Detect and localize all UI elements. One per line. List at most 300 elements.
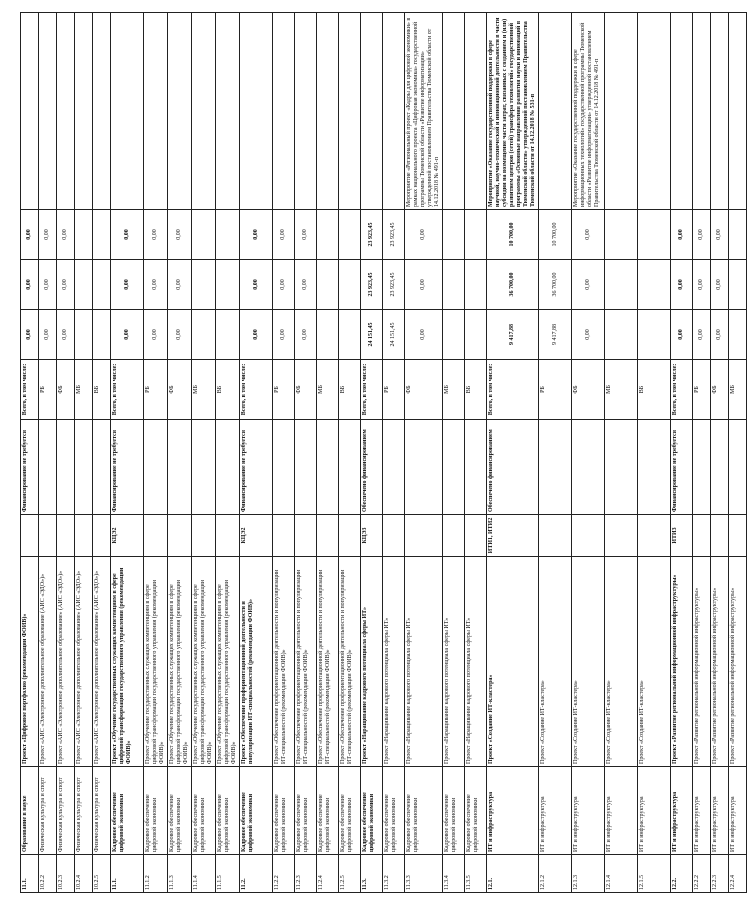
note-cell: Мероприятие «Оказание государственной поддержки в сфере научной, научно-технической и инновационной деятельности в части субсидии на возмещение части затрат, связанных с созданием и (или) развитием центров (сетей) трансфера технологий» государственной программы «Основные направления развития науки и инноваций в Тюменской области» утвержденной постановлением Правительства Тюменской области от 14.12.2018 № 531-п — [487, 13, 539, 210]
indicator-code-cell: КЦЭ2 — [240, 515, 273, 557]
value-2019-cell: 24 151,45 — [361, 310, 383, 360]
project-name-cell: Проект «Развитие региональной информационной инфраструктуры» — [671, 557, 693, 767]
project-name-cell: Проект «Обеспечение профориентационной деятельности и популяризации ИТ-специальностей (рекомендации ФОИВ)» — [339, 557, 361, 767]
note-cell — [605, 13, 638, 210]
section-name-cell: Кадровое обеспечение цифровой экономики — [361, 767, 383, 855]
indicator-code-cell — [383, 515, 405, 557]
indicator-code-cell — [168, 515, 192, 557]
indicator-code-cell — [405, 515, 443, 557]
value-2019-cell: 0,00 — [57, 310, 75, 360]
section-name-cell: Кадровое обеспечение цифровой экономики — [216, 767, 240, 855]
budget-type-cell: ФБ — [405, 360, 443, 420]
table-row — [539, 13, 572, 893]
project-name-cell: Проект «Обеспечение профориентационной деятельности и популяризации ИТ-специальностей (рекомендации ФОИВ)» — [317, 557, 339, 767]
table-row — [93, 13, 111, 893]
value-2020-cell — [465, 260, 487, 310]
section-name-cell: ИТ и инфраструктура — [605, 767, 638, 855]
value-2019-cell: 0,00 — [572, 310, 605, 360]
value-2021-cell: 10 700,00 — [539, 210, 572, 260]
value-2020-cell — [317, 260, 339, 310]
budget-type-cell: Всего, в том числе: — [361, 360, 383, 420]
value-2020-cell: 36 700,00 — [539, 260, 572, 310]
section-name-cell: Кадровое обеспечение цифровой экономики — [273, 767, 295, 855]
table-row — [465, 13, 487, 893]
value-2019-cell: 0,00 — [21, 310, 39, 360]
row-number-cell: 10.2.3 — [57, 855, 75, 893]
budget-type-cell: ФБ — [711, 360, 729, 420]
value-2021-cell — [465, 210, 487, 260]
indicator-code-cell — [39, 515, 57, 557]
value-2021-cell — [216, 210, 240, 260]
financing-status-cell — [383, 420, 405, 515]
section-name-cell: Кадровое обеспечение цифровой экономики — [443, 767, 465, 855]
value-2019-cell — [192, 310, 216, 360]
value-2021-cell: 0,00 — [111, 210, 144, 260]
project-name-cell: Проект «АИС «Электронное дополнительное образование» (АИС «ЭДО»)» — [57, 557, 75, 767]
note-cell — [539, 13, 572, 210]
budget-type-cell: Всего, в том числе: — [240, 360, 273, 420]
note-cell — [39, 13, 57, 210]
value-2020-cell: 0,00 — [711, 260, 729, 310]
note-cell — [711, 13, 729, 210]
table-row — [57, 13, 75, 893]
budget-type-cell: ФБ — [168, 360, 192, 420]
project-name-cell: Проект «Наращивание кадрового потенциала сферы ИТ» — [383, 557, 405, 767]
table-row — [39, 13, 57, 893]
section-name-cell: ИТ и инфраструктура — [572, 767, 605, 855]
section-name-cell: Кадровое обеспечение цифровой экономики — [405, 767, 443, 855]
value-2021-cell — [443, 210, 465, 260]
budget-type-cell: РБ — [39, 360, 57, 420]
row-number-cell: 11.3.5 — [465, 855, 487, 893]
note-cell — [168, 13, 192, 210]
table-row — [216, 13, 240, 893]
table-row — [671, 13, 693, 893]
budget-type-cell: РБ — [273, 360, 295, 420]
value-2019-cell: 0,00 — [671, 310, 693, 360]
row-number-cell: 11.1.3 — [168, 855, 192, 893]
financing-status-cell: Обеспечено финансированием — [487, 420, 539, 515]
row-number-cell: 10.2.5 — [93, 855, 111, 893]
value-2020-cell: 0,00 — [295, 260, 317, 310]
indicator-code-cell — [273, 515, 295, 557]
financing-status-cell: Финансирование не требуется — [671, 420, 693, 515]
value-2019-cell — [317, 310, 339, 360]
value-2020-cell: 0,00 — [273, 260, 295, 310]
value-2019-cell: 0,00 — [39, 310, 57, 360]
section-name-cell: ИТ и инфраструктура — [671, 767, 693, 855]
section-name-cell: ИТ и инфраструктура — [638, 767, 671, 855]
value-2020-cell — [216, 260, 240, 310]
section-name-cell: Кадровое обеспечение цифровой экономики — [339, 767, 361, 855]
value-2019-cell: 0,00 — [693, 310, 711, 360]
section-name-cell: Физическая культура и спорт — [39, 767, 57, 855]
table-row — [168, 13, 192, 893]
table-row — [144, 13, 168, 893]
note-cell — [339, 13, 361, 210]
value-2021-cell: 0,00 — [21, 210, 39, 260]
note-cell — [729, 13, 747, 210]
financing-status-cell — [144, 420, 168, 515]
indicator-code-cell — [93, 515, 111, 557]
project-name-cell: Проект «АИС «Электронное дополнительное образование» (АИС «ЭДО»)» — [75, 557, 93, 767]
value-2019-cell — [605, 310, 638, 360]
financing-status-cell: Финансирование не требуется — [21, 420, 39, 515]
section-name-cell: ИТ и инфраструктура — [539, 767, 572, 855]
budget-type-cell: МБ — [317, 360, 339, 420]
value-2020-cell — [93, 260, 111, 310]
table-row — [693, 13, 711, 893]
indicator-code-cell — [317, 515, 339, 557]
value-2020-cell — [192, 260, 216, 310]
value-2020-cell: 0,00 — [693, 260, 711, 310]
section-name-cell: Кадровое обеспечение цифровой экономики — [383, 767, 405, 855]
budget-type-cell: Всего, в том числе: — [111, 360, 144, 420]
row-number-cell: 11.2.5 — [339, 855, 361, 893]
row-number-cell: 11.2.4 — [317, 855, 339, 893]
indicator-code-cell — [465, 515, 487, 557]
value-2020-cell: 0,00 — [57, 260, 75, 310]
financing-status-cell — [339, 420, 361, 515]
budget-type-cell: ФБ — [572, 360, 605, 420]
value-2019-cell — [93, 310, 111, 360]
value-2019-cell: 0,00 — [240, 310, 273, 360]
financing-status-cell — [75, 420, 93, 515]
note-cell — [273, 13, 295, 210]
note-cell — [216, 13, 240, 210]
table-row — [729, 13, 747, 893]
section-name-cell: Физическая культура и спорт — [93, 767, 111, 855]
budget-type-cell: РБ — [144, 360, 168, 420]
section-name-cell: Кадровое обеспечение цифровой экономики — [240, 767, 273, 855]
indicator-code-cell — [443, 515, 465, 557]
indicator-code-cell — [192, 515, 216, 557]
value-2019-cell: 0,00 — [405, 310, 443, 360]
budget-type-cell: ВБ — [339, 360, 361, 420]
value-2019-cell — [339, 310, 361, 360]
table-row — [273, 13, 295, 893]
indicator-code-cell — [339, 515, 361, 557]
indicator-code-cell — [539, 515, 572, 557]
project-name-cell: Проект «Наращивание кадрового потенциала сферы ИТ» — [361, 557, 383, 767]
financing-status-cell: Обеспечено финансированием — [361, 420, 383, 515]
financing-status-cell — [693, 420, 711, 515]
indicator-code-cell — [572, 515, 605, 557]
financing-status-cell — [465, 420, 487, 515]
project-name-cell: Проект «Обеспечение профориентационной деятельности и популяризации ИТ-специальностей (рекомендации ФОИВ)» — [273, 557, 295, 767]
indicator-code-cell — [605, 515, 638, 557]
project-name-cell: Проект «АИС «Электронное дополнительное образование» (АИС «ЭДО»)» — [93, 557, 111, 767]
note-cell — [144, 13, 168, 210]
section-name-cell: Кадровое обеспечение цифровой экономики — [192, 767, 216, 855]
note-cell: Мероприятие «Оказание государственной поддержки в сфере информационных технологий» государственной программы Тюменской области «Развитие информатизации» утвержденной постановлением Правительства Тюменской области от 14.12.2018 № 491-п — [572, 13, 605, 210]
section-name-cell: Кадровое обеспечение цифровой экономики — [317, 767, 339, 855]
value-2021-cell: 0,00 — [39, 210, 57, 260]
value-2021-cell — [93, 210, 111, 260]
note-cell — [111, 13, 144, 210]
indicator-code-cell — [75, 515, 93, 557]
table-row — [487, 13, 539, 893]
row-number-cell: 11.1.4 — [192, 855, 216, 893]
value-2019-cell — [465, 310, 487, 360]
budget-type-cell: МБ — [729, 360, 747, 420]
note-cell: Мероприятие «Региональный проект «Кадры для цифровой экономики» в рамках национального проекта «Цифровая экономика» государственной программы Тюменской области «Развитие информатизации» утвержденной постановлением Правительства Тюменской области от 14.12.2018 № 491-п — [405, 13, 443, 210]
project-name-cell: Проект «Обучение государственных служащих компетенциям в сфере цифровой трансформации государственного управления (рекомендации ФОИВ)» — [192, 557, 216, 767]
table-row — [443, 13, 465, 893]
value-2019-cell — [443, 310, 465, 360]
project-name-cell: Проект «Развитие региональной информационной инфраструктуры» — [729, 557, 747, 767]
indicator-code-cell: КЦЭ2 — [111, 515, 144, 557]
table-row — [192, 13, 216, 893]
note-cell — [465, 13, 487, 210]
value-2020-cell: 0,00 — [572, 260, 605, 310]
indicator-code-cell — [693, 515, 711, 557]
value-2021-cell — [75, 210, 93, 260]
budget-type-cell: МБ — [75, 360, 93, 420]
indicator-code-cell — [144, 515, 168, 557]
indicator-code-cell — [295, 515, 317, 557]
budget-type-cell: МБ — [192, 360, 216, 420]
value-2019-cell: 0,00 — [144, 310, 168, 360]
project-name-cell: Проект «Обучение государственных служащих компетенциям в сфере цифровой трансформации государственного управления (рекомендации ФОИВ)» — [216, 557, 240, 767]
table-row — [339, 13, 361, 893]
value-2021-cell: 23 923,45 — [383, 210, 405, 260]
note-cell — [671, 13, 693, 210]
project-name-cell: Проект «АИС «Электронное дополнительное образование (АИС «ЭДО»)» — [39, 557, 57, 767]
note-cell — [693, 13, 711, 210]
section-name-cell: Физическая культура и спорт — [57, 767, 75, 855]
project-name-cell: Проект «Развитие региональной информационной инфраструктуры» — [693, 557, 711, 767]
value-2021-cell: 0,00 — [144, 210, 168, 260]
budget-type-cell: РБ — [693, 360, 711, 420]
table-row — [383, 13, 405, 893]
note-cell — [240, 13, 273, 210]
financing-status-cell — [93, 420, 111, 515]
row-number-cell: 12.1. — [487, 855, 539, 893]
value-2019-cell — [216, 310, 240, 360]
indicator-code-cell — [21, 515, 39, 557]
note-cell — [75, 13, 93, 210]
value-2019-cell: 0,00 — [111, 310, 144, 360]
table-row — [711, 13, 729, 893]
value-2019-cell: 9 417,88 — [539, 310, 572, 360]
note-cell — [638, 13, 671, 210]
table-row — [21, 13, 39, 893]
table-row — [361, 13, 383, 893]
section-name-cell: Физическая культура и спорт — [75, 767, 93, 855]
table-row — [111, 13, 144, 893]
row-number-cell: 10.2.2 — [39, 855, 57, 893]
value-2019-cell: 0,00 — [711, 310, 729, 360]
financing-status-cell — [572, 420, 605, 515]
value-2020-cell: 0,00 — [671, 260, 693, 310]
budget-type-cell: МБ — [605, 360, 638, 420]
row-number-cell: 11.3.2 — [383, 855, 405, 893]
row-number-cell: 11.3. — [361, 855, 383, 893]
project-name-cell: Проект «Создание ИТ-кластера» — [487, 557, 539, 767]
project-name-cell: Проект «Наращивание кадрового потенциала сферы ИТ» — [405, 557, 443, 767]
value-2020-cell: 0,00 — [144, 260, 168, 310]
rotated-table-sheet — [20, 13, 736, 893]
value-2020-cell: 0,00 — [405, 260, 443, 310]
value-2021-cell: 0,00 — [57, 210, 75, 260]
financing-status-cell — [273, 420, 295, 515]
note-cell — [295, 13, 317, 210]
row-number-cell: 12.2.4 — [729, 855, 747, 893]
project-name-cell: Проект «Наращивание кадрового потенциала сферы ИТ» — [465, 557, 487, 767]
funding-table — [20, 12, 747, 893]
table-row — [317, 13, 339, 893]
value-2020-cell — [75, 260, 93, 310]
value-2021-cell: 0,00 — [671, 210, 693, 260]
value-2020-cell: 0,00 — [39, 260, 57, 310]
indicator-code-cell — [216, 515, 240, 557]
financing-status-cell — [711, 420, 729, 515]
row-number-cell: 12.2.2 — [693, 855, 711, 893]
value-2019-cell: 0,00 — [273, 310, 295, 360]
row-number-cell: 11.2. — [240, 855, 273, 893]
budget-type-cell: МБ — [443, 360, 465, 420]
table-row — [75, 13, 93, 893]
value-2019-cell: 0,00 — [295, 310, 317, 360]
value-2021-cell: 0,00 — [295, 210, 317, 260]
value-2019-cell: 24 151,45 — [383, 310, 405, 360]
value-2020-cell: 0,00 — [111, 260, 144, 310]
financing-status-cell — [443, 420, 465, 515]
value-2021-cell — [317, 210, 339, 260]
value-2021-cell — [339, 210, 361, 260]
row-number-cell: 12.2. — [671, 855, 693, 893]
financing-status-cell — [539, 420, 572, 515]
value-2020-cell: 23 923,45 — [383, 260, 405, 310]
value-2021-cell: 23 923,45 — [361, 210, 383, 260]
table-row — [605, 13, 638, 893]
section-name-cell: Кадровое обеспечение цифровой экономики — [168, 767, 192, 855]
row-number-cell: 11.2.2 — [273, 855, 295, 893]
budget-type-cell: ФБ — [57, 360, 75, 420]
financing-status-cell — [168, 420, 192, 515]
section-name-cell: ИТ и инфраструктура — [729, 767, 747, 855]
row-number-cell: 11.1. — [21, 855, 39, 893]
budget-type-cell: ФБ — [295, 360, 317, 420]
row-number-cell: 11.1.5 — [216, 855, 240, 893]
value-2020-cell — [339, 260, 361, 310]
value-2019-cell — [75, 310, 93, 360]
section-name-cell: Образование в науке — [21, 767, 39, 855]
financing-status-cell — [605, 420, 638, 515]
value-2021-cell: 10 700,00 — [487, 210, 539, 260]
indicator-code-cell — [729, 515, 747, 557]
budget-type-cell: РБ — [539, 360, 572, 420]
project-name-cell: Проект «Обучение государственных служащих компетенциям в сфере цифровой трансформации государственного управления (рекомендации ФОИВ)» — [144, 557, 168, 767]
value-2020-cell — [729, 260, 747, 310]
value-2021-cell: 0,00 — [711, 210, 729, 260]
note-cell — [93, 13, 111, 210]
value-2021-cell — [605, 210, 638, 260]
financing-status-cell — [216, 420, 240, 515]
value-2021-cell: 0,00 — [405, 210, 443, 260]
financing-status-cell — [729, 420, 747, 515]
budget-type-cell: РБ — [383, 360, 405, 420]
value-2019-cell: 0,00 — [168, 310, 192, 360]
project-name-cell: Проект «Развитие региональной информационной инфраструктуры» — [711, 557, 729, 767]
project-name-cell: Проект «Обучение государственных служащих компетенциям в сфере цифровой трансформации государственного управления (рекомендации ФОИВ)» — [111, 557, 144, 767]
indicator-code-cell: КЦЭ3 — [361, 515, 383, 557]
value-2021-cell: 0,00 — [168, 210, 192, 260]
value-2020-cell — [638, 260, 671, 310]
value-2019-cell — [638, 310, 671, 360]
section-name-cell: Кадровое обеспечение цифровой экономики — [144, 767, 168, 855]
budget-type-cell: Всего, в том числе: — [21, 360, 39, 420]
project-name-cell: Проект «Создание ИТ-кластера» — [539, 557, 572, 767]
table-row — [638, 13, 671, 893]
budget-type-cell: ВБ — [465, 360, 487, 420]
financing-status-cell — [39, 420, 57, 515]
project-name-cell: Проект «Обеспечение профориентационной деятельности и популяризации ИТ-специальностей (рекомендации ФОИВ)» — [295, 557, 317, 767]
note-cell — [317, 13, 339, 210]
financing-status-cell: Финансирование не требуется — [240, 420, 273, 515]
budget-type-cell: ВБ — [93, 360, 111, 420]
value-2021-cell: 0,00 — [572, 210, 605, 260]
row-number-cell: 10.2.4 — [75, 855, 93, 893]
section-name-cell: ИТ и инфраструктура — [487, 767, 539, 855]
value-2020-cell: 0,00 — [168, 260, 192, 310]
value-2021-cell: 0,00 — [273, 210, 295, 260]
section-name-cell: ИТ и инфраструктура — [693, 767, 711, 855]
financing-status-cell — [638, 420, 671, 515]
project-name-cell: Проект «Создание ИТ-кластера» — [605, 557, 638, 767]
project-name-cell: Проект «Создание ИТ-кластера» — [638, 557, 671, 767]
row-number-cell: 11.1. — [111, 855, 144, 893]
project-name-cell: Проект «Создание ИТ-кластера» — [572, 557, 605, 767]
note-cell — [57, 13, 75, 210]
value-2020-cell: 0,00 — [21, 260, 39, 310]
row-number-cell: 11.1.2 — [144, 855, 168, 893]
value-2021-cell: 0,00 — [240, 210, 273, 260]
row-number-cell: 11.2.3 — [295, 855, 317, 893]
row-number-cell: 12.1.3 — [572, 855, 605, 893]
row-number-cell: 12.1.2 — [539, 855, 572, 893]
indicator-code-cell — [638, 515, 671, 557]
indicator-code-cell — [57, 515, 75, 557]
project-name-cell: Проект «Цифровое портфолио (рекомендации ФОИВ)» — [21, 557, 39, 767]
row-number-cell: 12.1.4 — [605, 855, 638, 893]
table-row — [295, 13, 317, 893]
financing-status-cell — [192, 420, 216, 515]
value-2021-cell: 0,00 — [693, 210, 711, 260]
project-name-cell: Проект «Обучение государственных служащих компетенциям в сфере цифровой трансформации государственного управления (рекомендации ФОИВ)» — [168, 557, 192, 767]
note-cell — [192, 13, 216, 210]
table-row — [405, 13, 443, 893]
budget-type-cell: ВБ — [216, 360, 240, 420]
row-number-cell: 12.2.3 — [711, 855, 729, 893]
budget-type-cell: Всего, в том числе: — [671, 360, 693, 420]
row-number-cell: 11.3.4 — [443, 855, 465, 893]
project-name-cell: Проект «Наращивание кадрового потенциала сферы ИТ» — [443, 557, 465, 767]
financing-status-cell — [405, 420, 443, 515]
project-name-cell: Проект «Обеспечение профориентационной деятельности и популяризации ИТ-специальностей (рекомендации ФОИВ)» — [240, 557, 273, 767]
financing-status-cell: Финансирование не требуется — [111, 420, 144, 515]
financing-status-cell — [295, 420, 317, 515]
value-2021-cell — [729, 210, 747, 260]
budget-type-cell: Всего, в том числе: — [487, 360, 539, 420]
row-number-cell: 11.3.3 — [405, 855, 443, 893]
indicator-code-cell: ИТИ3 — [671, 515, 693, 557]
value-2020-cell — [605, 260, 638, 310]
note-cell — [443, 13, 465, 210]
note-cell — [361, 13, 383, 210]
budget-type-cell: ВБ — [638, 360, 671, 420]
